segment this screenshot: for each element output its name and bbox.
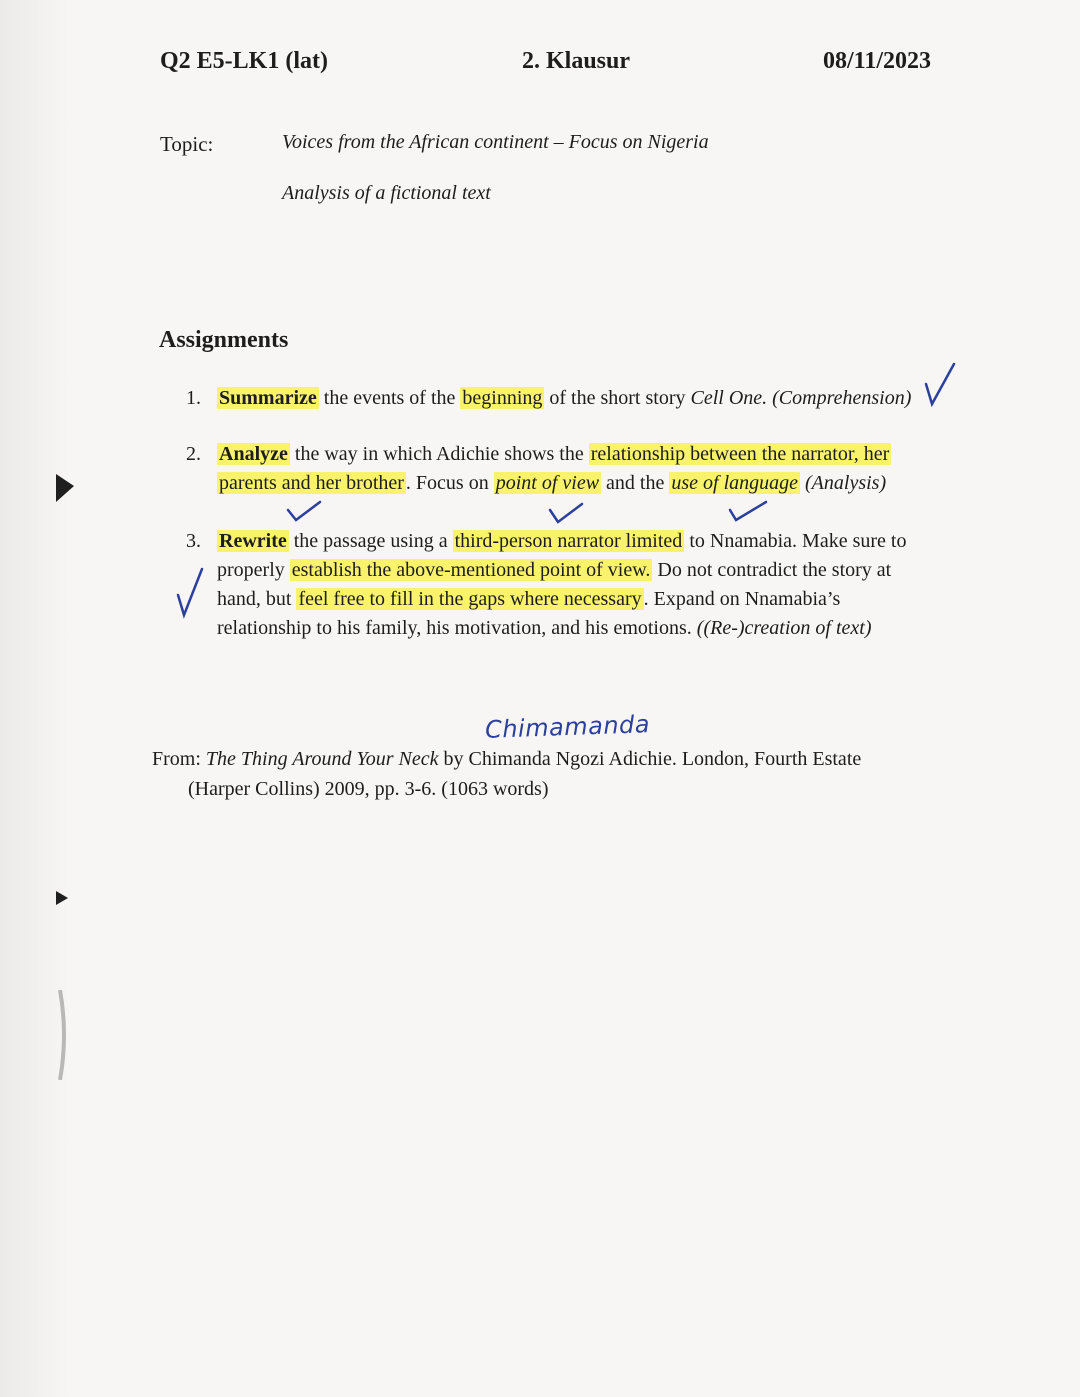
check-mark-icon — [726, 498, 770, 524]
check-mark-icon — [172, 565, 206, 619]
assignment-text — [217, 527, 917, 643]
highlight: beginning — [462, 387, 543, 409]
text: Do not contradict the story at hand, but — [217, 559, 892, 610]
assignment-number: 2. — [186, 443, 201, 465]
assignment-text — [217, 384, 917, 413]
text: by Chimanda Ngozi Adichie. London, Fourth Estate — [438, 748, 862, 770]
text: From: — [152, 748, 206, 770]
assignment-number: 3. — [186, 530, 201, 552]
text: . Focus on — [405, 472, 494, 494]
task-category: (Comprehension) — [772, 387, 912, 409]
check-mark-icon — [284, 498, 324, 524]
highlight: third-person narrator limited — [454, 530, 683, 552]
highlight: parents and her brother — [219, 472, 404, 494]
source-line-2: (Harper Collins) 2009, pp. 3-6. (1063 words) — [188, 778, 549, 800]
text: the events of the — [318, 387, 461, 409]
course-code: Q2 E5-LK1 (lat) — [160, 48, 328, 74]
exam-date: 08/11/2023 — [823, 48, 932, 74]
scan-arrow-mark-icon — [56, 474, 76, 502]
task-category: ((Re-)creation of text) — [696, 617, 872, 639]
topic-line-2: Analysis of a fictional text — [282, 182, 491, 204]
scan-edge-shadow — [0, 0, 70, 1397]
check-mark-icon — [546, 500, 586, 526]
check-mark-icon — [922, 360, 958, 408]
highlight: feel free to fill in the gaps where necessary — [298, 588, 642, 610]
handwritten-correction: Chimamanda — [484, 710, 651, 744]
story-title: Cell One. — [690, 387, 768, 409]
topic-line-1: Voices from the African continent – Focus on Nigeria — [282, 131, 709, 153]
highlight: Summarize — [219, 387, 317, 409]
assignment-number: 1. — [186, 387, 201, 409]
scan-edge-mark — [58, 990, 72, 1080]
scan-arrow-mark-icon — [56, 891, 68, 905]
assignment-text — [217, 440, 917, 498]
assignments-heading: Assignments — [159, 327, 289, 353]
highlight: establish the above-mentioned point of view. — [291, 559, 651, 581]
highlight: use of language — [671, 472, 799, 494]
text: to Nnamabia. Make sure to properly — [217, 530, 907, 581]
text: the way in which Adichie shows the — [289, 443, 589, 465]
text: the passage using a — [288, 530, 453, 552]
text: and the — [601, 472, 670, 494]
text: . Expand on Nnamabia’s relationship to his family, his motivation, and his emotions. — [217, 588, 841, 639]
text: of the short story — [544, 387, 691, 409]
highlight: point of view — [495, 472, 600, 494]
exam-title: 2. Klausur — [522, 48, 631, 74]
highlight: Rewrite — [219, 530, 287, 552]
highlight: relationship between the narrator, her — [590, 443, 890, 465]
task-category: (Analysis) — [800, 472, 887, 494]
highlight: Analyze — [219, 443, 288, 465]
source-citation — [152, 744, 912, 804]
book-title: The Thing Around Your Neck — [205, 748, 439, 770]
topic-label: Topic: — [160, 132, 214, 156]
